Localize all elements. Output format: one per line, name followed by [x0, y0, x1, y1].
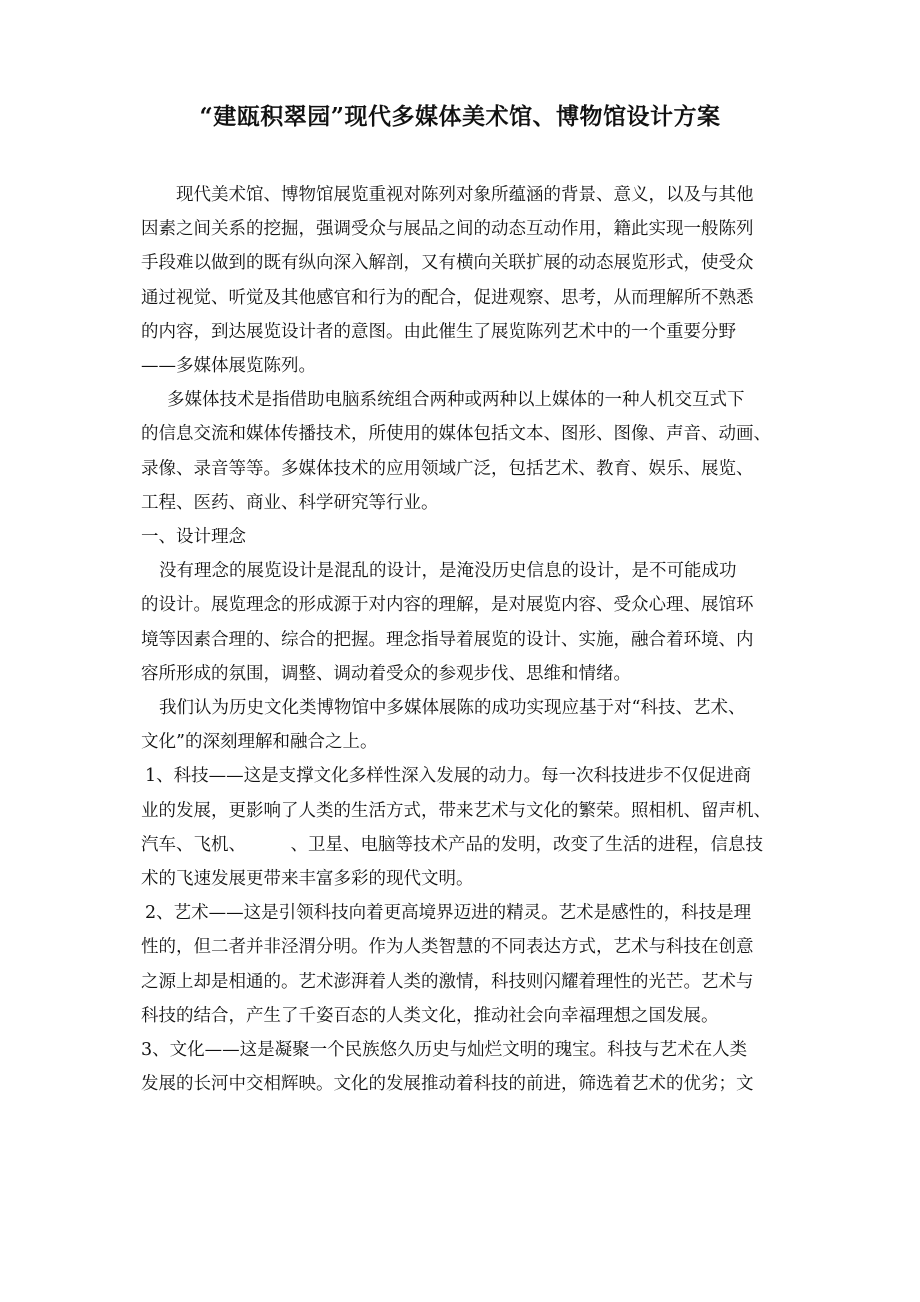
text-line: 通过视觉、听觉及其他感官和行为的配合，促进观察、思考，从而理解所不熟悉	[141, 287, 754, 308]
text-line: 汽车、飞机、 、卫星、电脑等技术产品的发明，改变了生活的进程，信息技	[141, 834, 763, 855]
text-line: 2、艺术——这是引领科技向着更高境界迈进的精灵。艺术是感性的，科技是理	[145, 903, 752, 924]
text-line: 工程、医药、商业、科学研究等行业。	[141, 492, 439, 513]
text-line: 容所形成的氛围，调整、调动着受众的参观步伐、思维和情绪。	[141, 663, 631, 684]
text-line: 境等因素合理的、综合的把握。理念指导着展览的设计、实施，融合着环境、内	[141, 629, 754, 650]
paragraph-belief	[141, 691, 781, 759]
text-line: 的信息交流和媒体传播技术，所使用的媒体包括文本、图形、图像、声音、动画、	[141, 424, 771, 445]
paragraph-art	[141, 896, 781, 1033]
text-line: 3、文化——这是凝聚一个民族悠久历史与灿烂文明的瑰宝。科技与艺术在人类	[141, 1040, 748, 1061]
text-line: 发展的长河中交相辉映。文化的发展推动着科技的前进，筛选着艺术的优劣；文	[141, 1074, 754, 1095]
text-line: 1、科技——这是支撑文化多样性深入发展的动力。每一次科技进步不仅促进商	[145, 766, 752, 787]
paragraph-multimedia	[141, 383, 781, 520]
text-line: 多媒体技术是指借助电脑系统组合两种或两种以上媒体的一种人机交互式下	[167, 390, 745, 411]
document-body	[141, 178, 781, 1101]
text-line: 我们认为历史文化类博物馆中多媒体展陈的成功实现应基于对“科技、艺术、	[159, 698, 746, 719]
paragraph-concept	[141, 554, 781, 691]
text-line: 的内容，到达展览设计者的意图。由此催生了展览陈列艺术中的一个重要分野	[141, 321, 736, 342]
text-line: 术的飞速发展更带来丰富多彩的现代文明。	[141, 869, 474, 890]
paragraph-culture	[141, 1033, 781, 1101]
text-line: 手段难以做到的既有纵向深入解剖，又有横向关联扩展的动态展览形式，使受众	[141, 253, 754, 274]
text-line: 现代美术馆、博物馆展览重视对陈列对象所蕴涵的背景、意义，以及与其他	[176, 185, 754, 205]
text-line: 文化”的深刻理解和融合之上。	[141, 732, 378, 753]
paragraph-technology	[141, 759, 781, 896]
section-heading	[141, 520, 781, 554]
text-line: 一、设计理念	[141, 527, 246, 548]
text-line: 性的，但二者并非泾渭分明。作为人类智慧的不同表达方式，艺术与科技在创意	[141, 937, 754, 958]
text-line: 没有理念的展览设计是混乱的设计，是淹没历史信息的设计，是不可能成功	[159, 561, 737, 582]
text-line: 科技的结合，产生了千姿百态的人类文化，推动社会向幸福理想之国发展。	[141, 1005, 719, 1026]
text-line: 录像、录音等等。多媒体技术的应用领域广泛，包括艺术、教育、娱乐、展览、	[141, 458, 754, 479]
text-line: ——多媒体展览陈列。	[141, 356, 316, 377]
text-line: 之源上却是相通的。艺术澎湃着人类的激情，科技则闪耀着理性的光芒。艺术与	[141, 971, 754, 992]
text-line: 的设计。展览理念的形成源于对内容的理解，是对展览内容、受众心理、展馆环	[141, 595, 754, 616]
text-line: 因素之间关系的挖掘，强调受众与展品之间的动态互动作用，籍此实现一般陈列	[141, 219, 754, 240]
text-line: 业的发展，更影响了人类的生活方式，带来艺术与文化的繁荣。照相机、留声机、	[141, 800, 771, 821]
document-title: “建瓯积翠园”现代多媒体美术馆、博物馆设计方案	[199, 103, 721, 130]
paragraph-intro	[141, 178, 781, 383]
